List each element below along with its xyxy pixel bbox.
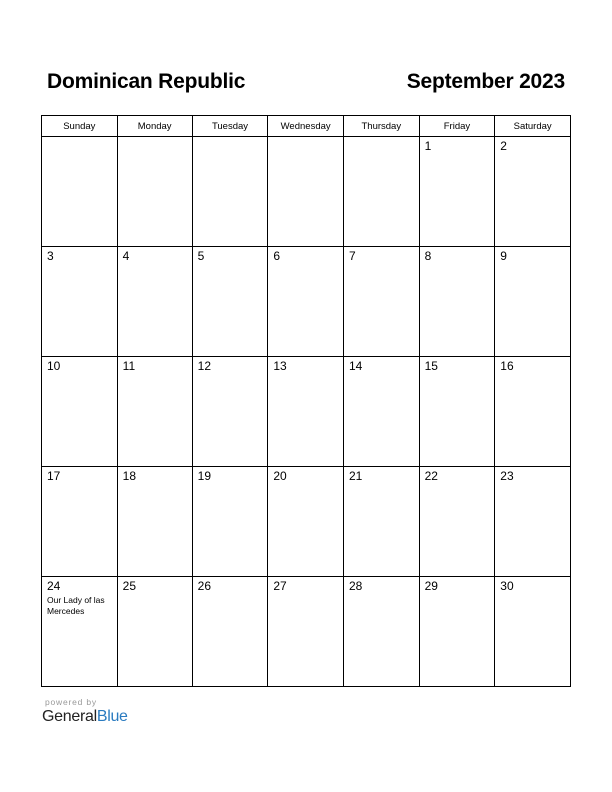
empty-day-cell bbox=[268, 137, 344, 247]
day-cell[interactable] bbox=[42, 247, 118, 357]
day-number: 6 bbox=[273, 249, 280, 263]
day-number: 22 bbox=[424, 469, 438, 483]
day-cell[interactable] bbox=[192, 577, 268, 687]
brand-blue: Blue bbox=[96, 708, 128, 725]
day-number: 24 bbox=[47, 579, 61, 593]
day-cell[interactable] bbox=[42, 357, 118, 467]
day-cell[interactable] bbox=[495, 577, 571, 687]
day-number: 25 bbox=[122, 579, 137, 593]
day-number: 23 bbox=[500, 469, 514, 483]
day-number: 4 bbox=[122, 249, 130, 263]
week-row bbox=[42, 577, 571, 687]
calendar-grid bbox=[41, 115, 571, 687]
day-number: 2 bbox=[500, 139, 507, 153]
day-number: 1 bbox=[424, 139, 432, 153]
weekday-friday: Friday bbox=[419, 116, 495, 137]
day-number: 19 bbox=[197, 469, 212, 483]
weekday-thursday: Thursday bbox=[343, 116, 419, 137]
generalblue-logo[interactable] bbox=[42, 708, 128, 726]
day-cell[interactable] bbox=[419, 467, 495, 577]
day-cell[interactable] bbox=[192, 357, 268, 467]
day-cell[interactable] bbox=[42, 467, 118, 577]
day-number: 29 bbox=[424, 579, 438, 593]
day-cell[interactable] bbox=[268, 467, 344, 577]
day-number: 20 bbox=[273, 469, 287, 483]
day-number: 7 bbox=[348, 249, 356, 263]
weekday-wednesday: Wednesday bbox=[268, 116, 344, 137]
month-year-title: September 2023 bbox=[406, 70, 565, 93]
weekday-sunday: Sunday bbox=[42, 116, 118, 137]
day-cell[interactable] bbox=[192, 247, 268, 357]
brand-general: General bbox=[42, 708, 97, 725]
day-cell[interactable] bbox=[117, 467, 192, 577]
day-number: 30 bbox=[500, 579, 514, 593]
day-cell[interactable] bbox=[419, 577, 495, 687]
week-row bbox=[42, 247, 571, 357]
day-cell[interactable] bbox=[495, 357, 571, 467]
day-number: 11 bbox=[122, 359, 136, 373]
empty-day-cell bbox=[343, 137, 419, 247]
day-number: 18 bbox=[122, 469, 137, 483]
day-number: 5 bbox=[197, 249, 205, 263]
week-row bbox=[42, 357, 571, 467]
empty-day-cell bbox=[192, 137, 268, 247]
day-number: 17 bbox=[47, 469, 61, 483]
weekday-saturday: Saturday bbox=[495, 116, 571, 137]
day-cell[interactable] bbox=[419, 137, 495, 247]
day-cell[interactable] bbox=[495, 467, 571, 577]
day-number: 10 bbox=[47, 359, 61, 373]
weekday-tuesday: Tuesday bbox=[192, 116, 268, 137]
day-cell[interactable] bbox=[268, 357, 344, 467]
weekday-monday: Monday bbox=[117, 116, 192, 137]
day-cell[interactable] bbox=[117, 577, 192, 687]
day-number: 21 bbox=[348, 469, 363, 483]
day-number: 16 bbox=[500, 359, 514, 373]
day-cell[interactable] bbox=[192, 467, 268, 577]
day-cell[interactable] bbox=[343, 577, 419, 687]
week-row bbox=[42, 137, 571, 247]
day-number: 8 bbox=[424, 249, 432, 263]
day-number: 15 bbox=[424, 359, 438, 373]
day-cell[interactable] bbox=[117, 247, 192, 357]
powered-by-label: powered by bbox=[45, 697, 97, 707]
day-cell[interactable] bbox=[343, 357, 419, 467]
empty-day-cell bbox=[117, 137, 192, 247]
week-row bbox=[42, 467, 571, 577]
day-number: 12 bbox=[197, 359, 212, 373]
day-cell[interactable] bbox=[495, 137, 571, 247]
day-cell[interactable] bbox=[419, 357, 495, 467]
day-number: 13 bbox=[273, 359, 287, 373]
day-number: 27 bbox=[273, 579, 287, 593]
weekday-header-row bbox=[42, 116, 571, 137]
day-cell[interactable] bbox=[343, 467, 419, 577]
empty-day-cell bbox=[42, 137, 118, 247]
day-cell[interactable] bbox=[268, 247, 344, 357]
day-cell[interactable] bbox=[268, 577, 344, 687]
day-cell[interactable] bbox=[343, 247, 419, 357]
holiday-event: Our Lady of las Mercedes bbox=[47, 595, 105, 616]
day-number: 28 bbox=[348, 579, 363, 593]
day-cell[interactable] bbox=[42, 577, 118, 687]
day-number: 3 bbox=[47, 249, 54, 263]
day-number: 14 bbox=[348, 359, 363, 373]
day-number: 26 bbox=[197, 579, 212, 593]
day-cell[interactable] bbox=[419, 247, 495, 357]
day-number: 9 bbox=[500, 249, 507, 263]
country-title: Dominican Republic bbox=[47, 70, 246, 93]
day-cell[interactable] bbox=[495, 247, 571, 357]
day-cell[interactable] bbox=[117, 357, 192, 467]
